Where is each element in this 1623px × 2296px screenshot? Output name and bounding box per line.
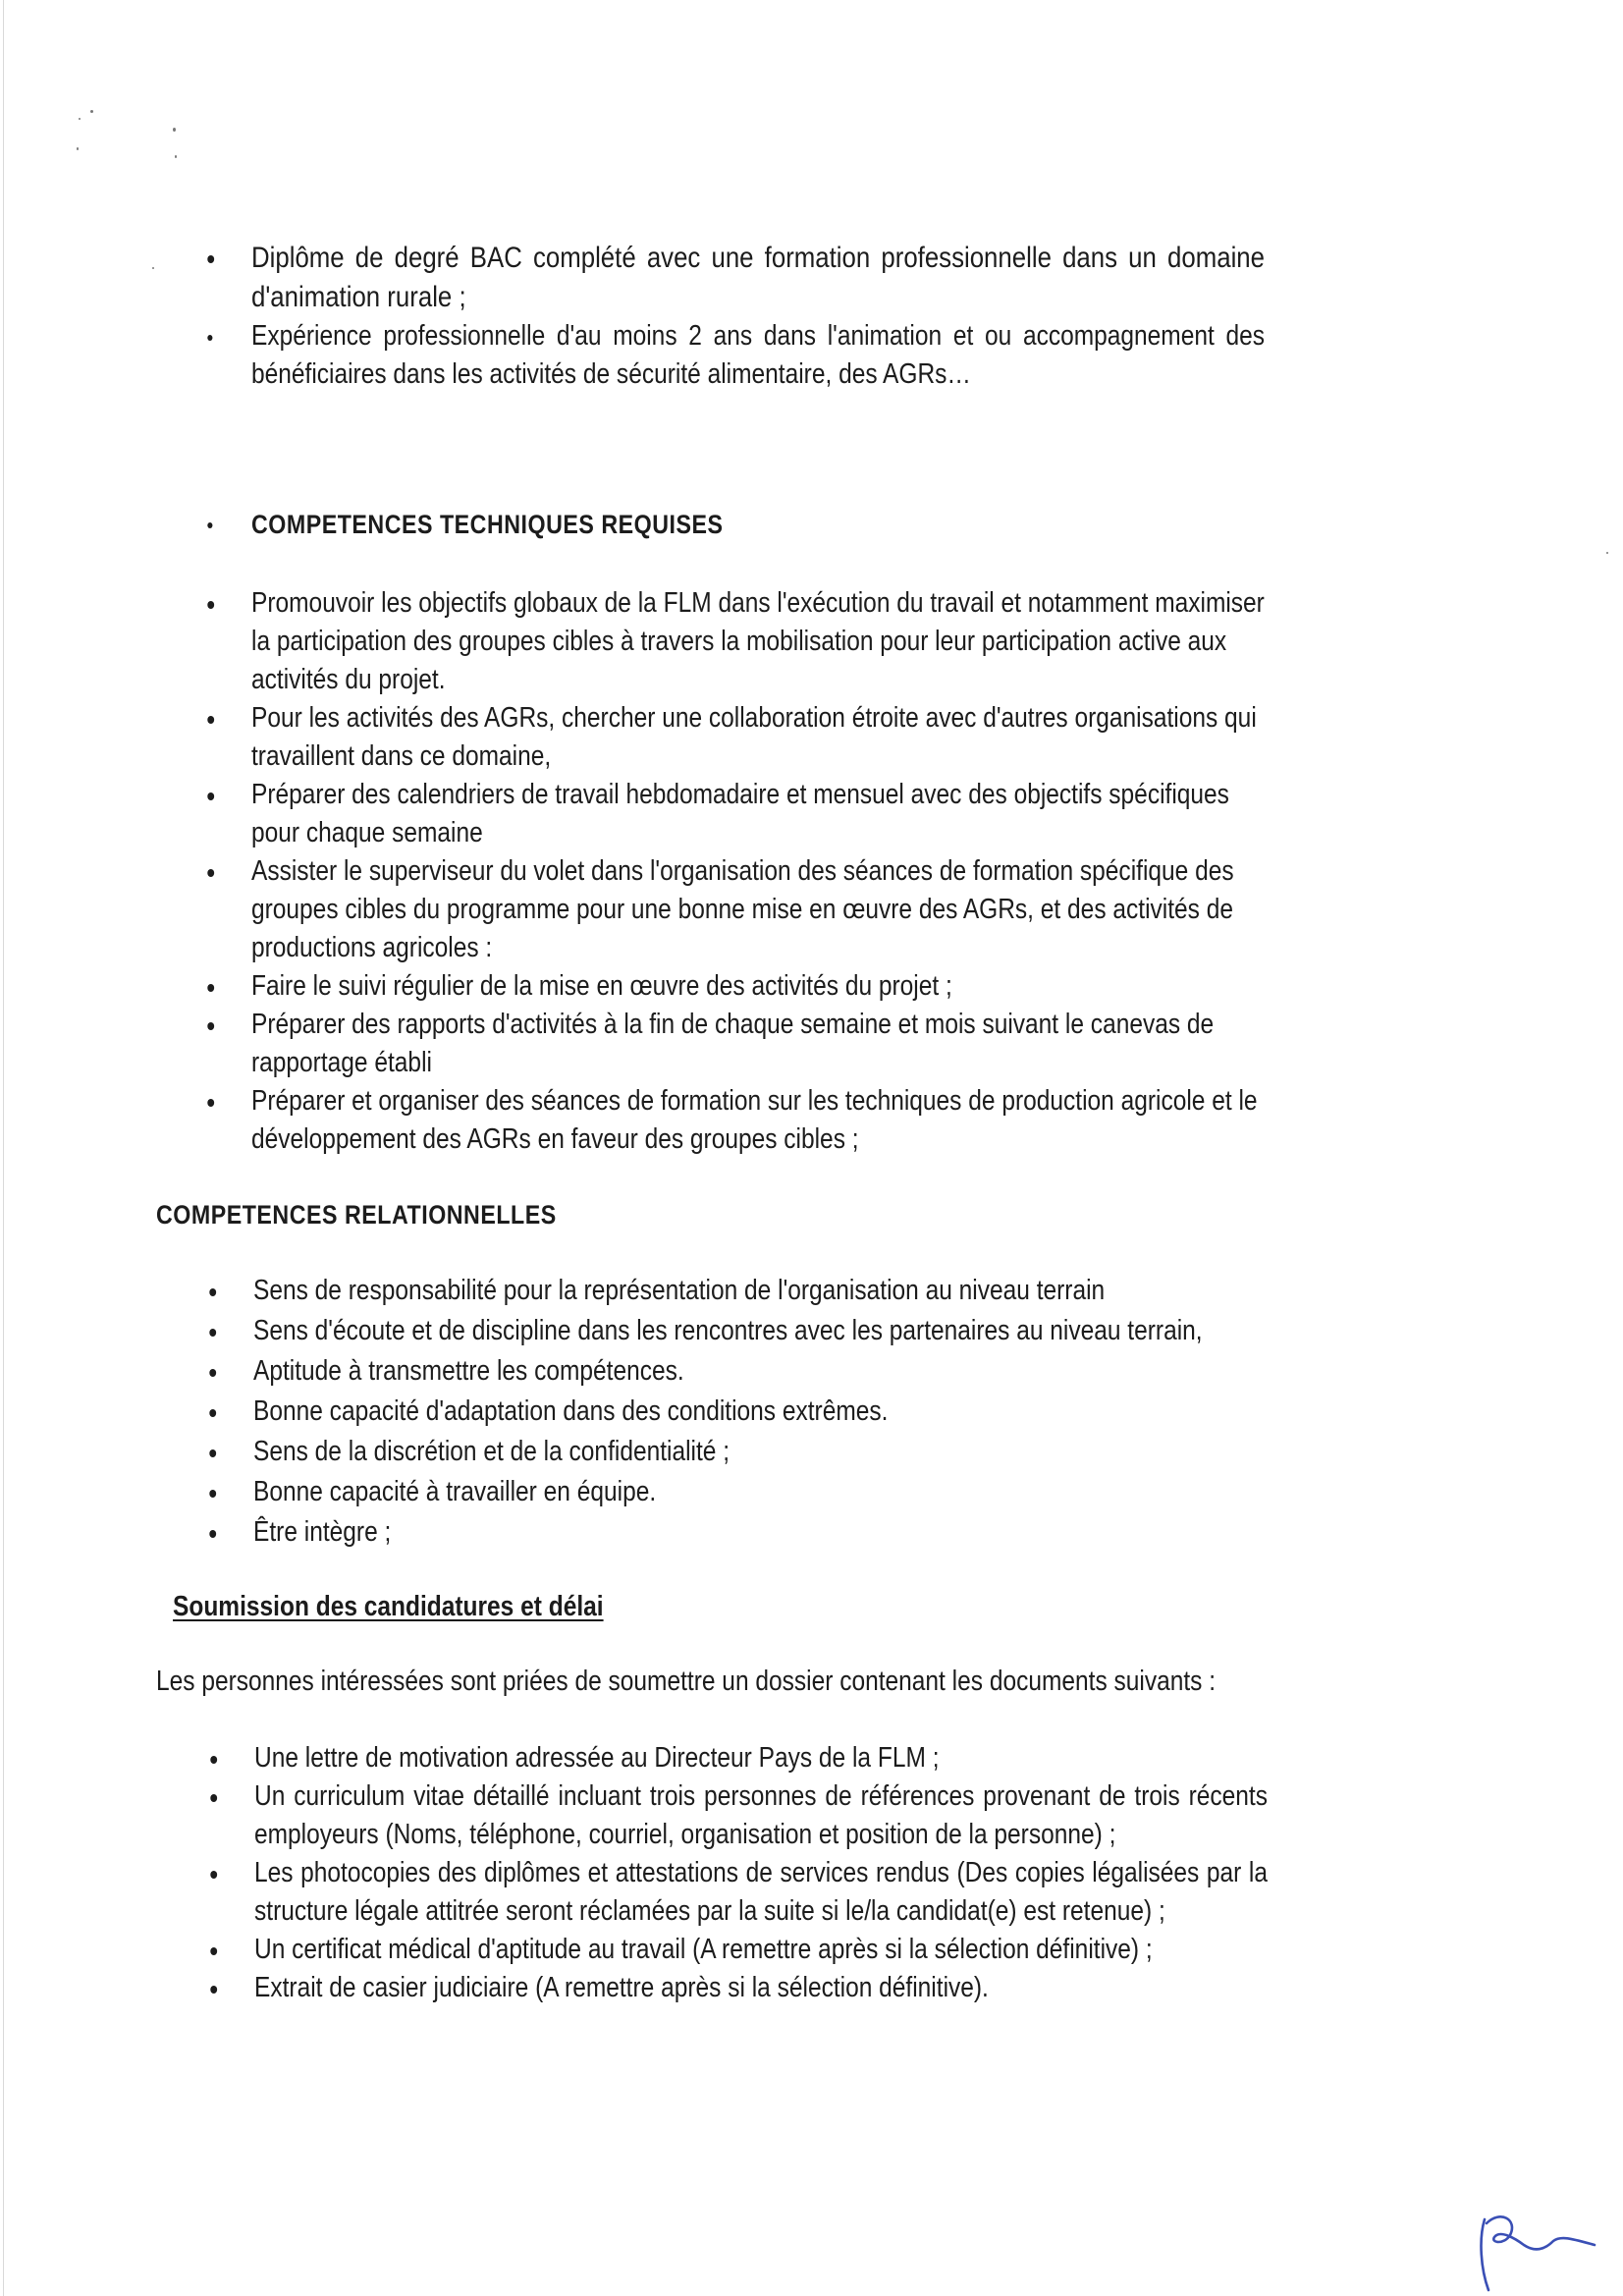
- bullet-icon: [209, 1530, 216, 1538]
- list-item: Une lettre de motivation adressée au Directeur Pays de la FLM ;: [254, 1739, 1268, 1777]
- list-item: Faire le suivi régulier de la mise en œuvre des activités du projet ;: [251, 967, 1265, 1006]
- bullet-icon: [207, 255, 214, 263]
- list-item: Bonne capacité à travailler en équipe.: [253, 1473, 1267, 1511]
- bullet-icon: [207, 1022, 214, 1030]
- list-item: Aptitude à transmettre les compétences.: [253, 1352, 1267, 1391]
- relational-list: [253, 1272, 1267, 1552]
- bullet-icon: [209, 1490, 216, 1498]
- list-item: Préparer des rapports d'activités à la fin de chaque semaine et mois suivant le canevas de rapportage établi: [251, 1006, 1265, 1082]
- scan-speck: [152, 267, 154, 269]
- scan-speck: [175, 155, 177, 158]
- bullet-icon: [209, 1288, 216, 1296]
- scan-edge: [3, 0, 4, 2296]
- bullet-icon: [210, 1986, 217, 1994]
- bullet-icon: [207, 335, 212, 341]
- list-item: Sens d'écoute et de discipline dans les rencontres avec les partenaires au niveau terrain,: [253, 1312, 1267, 1350]
- list-item: Bonne capacité d'adaptation dans des conditions extrêmes.: [253, 1393, 1267, 1431]
- bullet-icon: [210, 1871, 217, 1879]
- intro-list: [251, 239, 1265, 394]
- bullet-icon: [207, 716, 214, 724]
- bullet-icon: [209, 1409, 216, 1417]
- bullet-icon: [207, 522, 212, 528]
- list-item: Les photocopies des diplômes et attestations de services rendus (Des copies légalisées par la structure légale attitrée seront réclamées par la suite si le/la candidat(e) est retenue) ;: [254, 1854, 1268, 1931]
- bullet-icon: [209, 1449, 216, 1457]
- list-item: Diplôme de degré BAC complété avec une formation professionnelle dans un domaine d'animation rurale ;: [251, 239, 1265, 317]
- list-item: Un curriculum vitae détaillé incluant trois personnes de références provenant de trois récents employeurs (Noms, téléphone, courriel, organisation et position de la personne) ;: [254, 1777, 1268, 1854]
- list-item: Expérience professionnelle d'au moins 2 ans dans l'animation et ou accompagnement des bénéficiaires dans les activités de sécurité alimentaire, des AGRs…: [251, 317, 1265, 394]
- scan-speck: [90, 110, 93, 113]
- technical-heading: COMPETENCES TECHNIQUES REQUISES: [251, 506, 1096, 544]
- list-item: Pour les activités des AGRs, chercher une collaboration étroite avec d'autres organisations qui travaillent dans ce domaine,: [251, 699, 1265, 776]
- list-item: Préparer des calendriers de travail hebdomadaire et mensuel avec des objectifs spécifiques pour chaque semaine: [251, 776, 1265, 852]
- list-item: Être intègre ;: [253, 1513, 1267, 1552]
- signature-initials: [1471, 2200, 1598, 2296]
- scan-speck: [77, 147, 79, 150]
- bullet-icon: [207, 601, 214, 609]
- bullet-icon: [207, 869, 214, 877]
- submission-heading: Soumission des candidatures et délai: [173, 1591, 604, 1622]
- scan-speck: [1606, 552, 1608, 554]
- bullet-icon: [207, 793, 214, 800]
- list-item: Extrait de casier judiciaire (A remettre après si la sélection définitive).: [254, 1969, 1268, 2007]
- relational-heading: COMPETENCES RELATIONNELLES: [156, 1200, 557, 1230]
- list-item: Assister le superviseur du volet dans l'organisation des séances de formation spécifique des groupes cibles du programme pour une bonne mise en œuvre des AGRs, et des activités de productions agricoles :: [251, 852, 1265, 967]
- scan-speck: [173, 128, 176, 132]
- submission-intro: Les personnes intéressées sont priées de soumettre un dossier contenant les documents suivants :: [156, 1666, 1217, 1697]
- bullet-icon: [209, 1329, 216, 1337]
- list-item: Promouvoir les objectifs globaux de la FLM dans l'exécution du travail et notamment maximiser la participation des groupes cibles à travers la mobilisation pour leur participation active aux activités du projet.: [251, 584, 1265, 699]
- bullet-icon: [209, 1369, 216, 1377]
- submission-list: [254, 1739, 1268, 2007]
- scan-speck: [79, 118, 81, 120]
- bullet-icon: [207, 984, 214, 992]
- technical-list: [251, 584, 1265, 1159]
- bullet-icon: [207, 1099, 214, 1107]
- bullet-icon: [210, 1947, 217, 1955]
- list-item: Sens de responsabilité pour la représentation de l'organisation au niveau terrain: [253, 1272, 1267, 1310]
- list-item: Préparer et organiser des séances de formation sur les techniques de production agricole et le développement des AGRs en faveur des groupes cibles ;: [251, 1082, 1265, 1159]
- bullet-icon: [210, 1756, 217, 1764]
- bullet-icon: [210, 1794, 217, 1802]
- list-item: Un certificat médical d'aptitude au travail (A remettre après si la sélection définitive) ;: [254, 1931, 1268, 1969]
- list-item: Sens de la discrétion et de la confidentialité ;: [253, 1433, 1267, 1471]
